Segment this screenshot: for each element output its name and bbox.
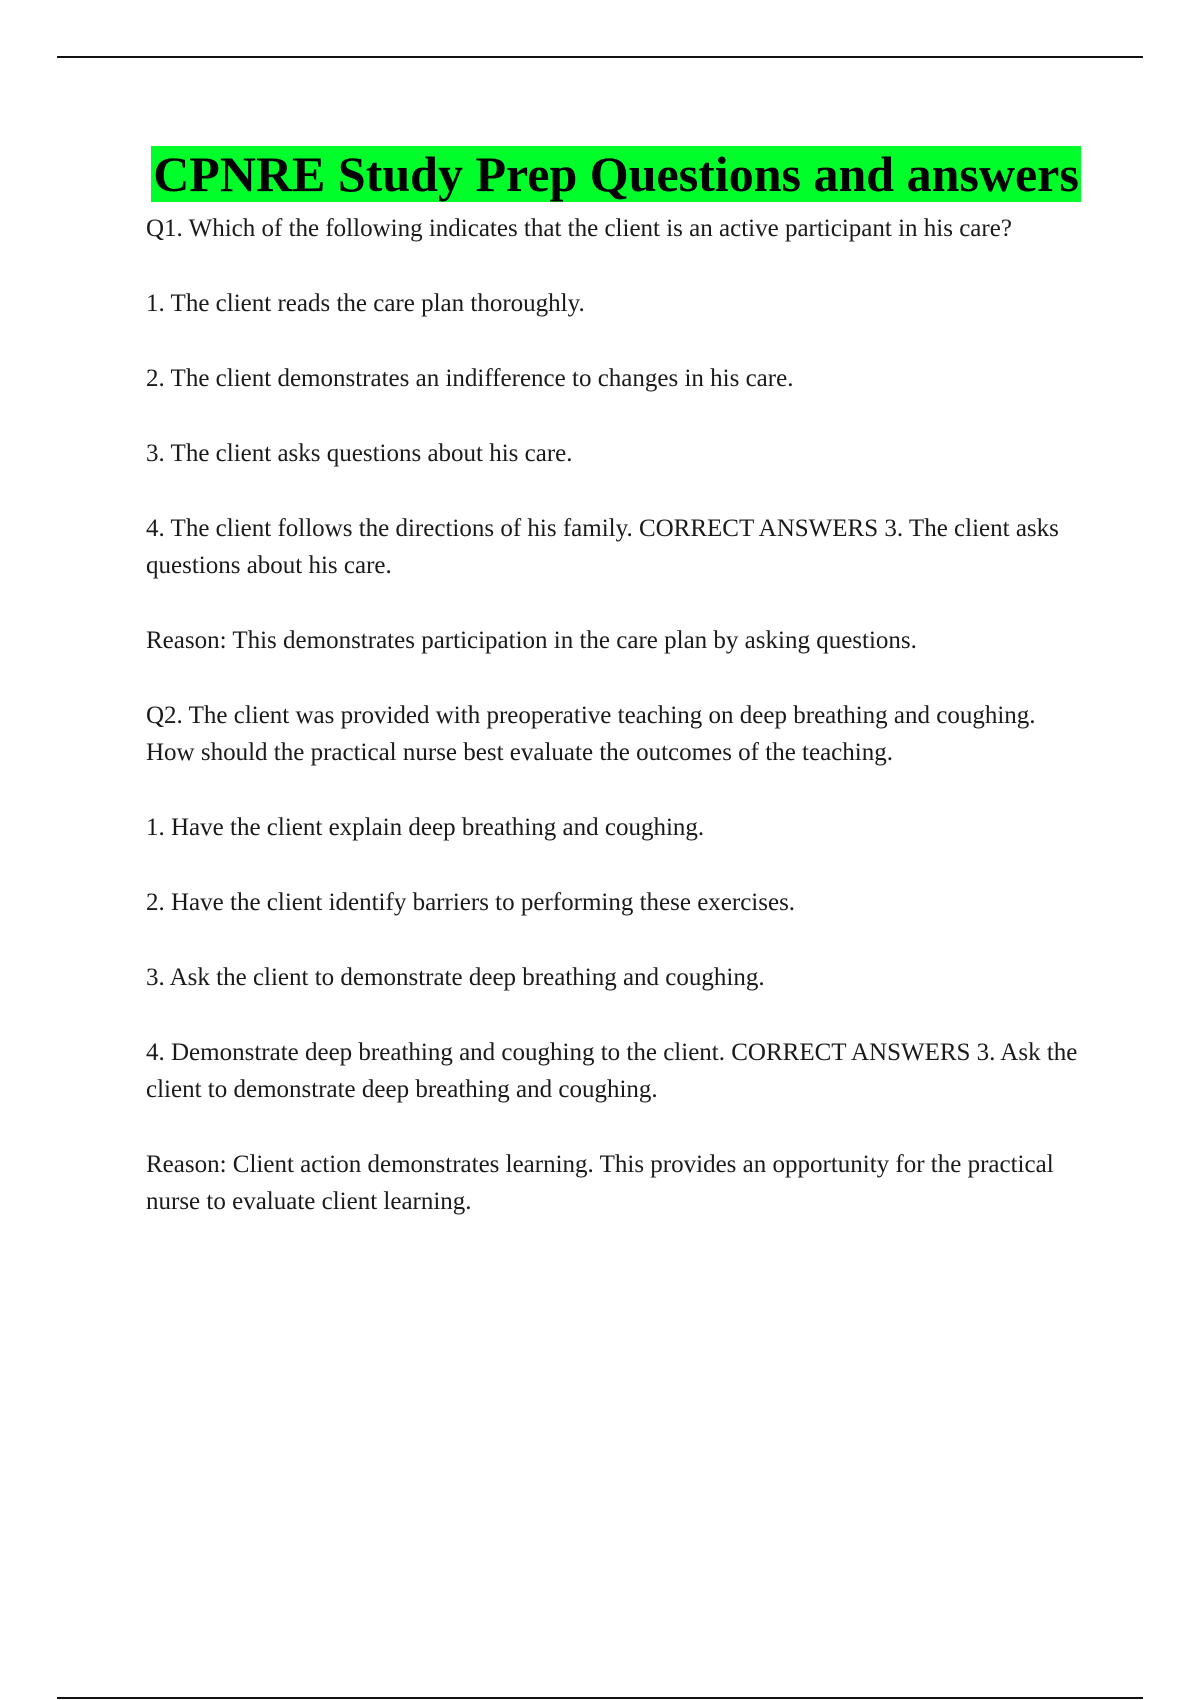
question-1-option-2: 2. The client demonstrates an indifference to changes in his care. (146, 365, 794, 392)
question-2-option-3: 3. Ask the client to demonstrate deep breathing and coughing. (146, 964, 765, 991)
question-2-option-4-answer: 4. Demonstrate deep breathing and coughing to the client. CORRECT ANSWERS 3. Ask the client to demonstrate deep breathing and coughing. (146, 1039, 1078, 1103)
question-2-option-2: 2. Have the client identify barriers to performing these exercises. (146, 889, 796, 916)
question-2-option-1: 1. Have the client explain deep breathing and coughing. (146, 814, 705, 841)
document-page (146, 140, 1086, 1258)
title-highlight: CPNRE Study Prep Questions and answers (153, 146, 1079, 202)
question-1-option-4-answer: 4. The client follows the directions of his family. CORRECT ANSWERS 3. The client asks questions about his care. (146, 515, 1059, 579)
document-title (146, 140, 1086, 208)
question-1-option-1: 1. The client reads the care plan thoroughly. (146, 290, 585, 317)
question-2-reason: Reason: Client action demonstrates learning. This provides an opportunity for the practical nurse to evaluate client learning. (146, 1151, 1054, 1215)
top-rule (57, 56, 1143, 58)
question-2-stem: Q2. The client was provided with preoperative teaching on deep breathing and coughing. How should the practical nurse best evaluate the outcomes of the teaching. (146, 702, 1036, 766)
question-1-stem: Q1. Which of the following indicates that the client is an active participant in his care? (146, 215, 1012, 242)
bottom-rule (57, 1697, 1143, 1699)
question-1-reason: Reason: This demonstrates participation in the care plan by asking questions. (146, 627, 917, 654)
question-1-option-3: 3. The client asks questions about his care. (146, 440, 573, 467)
